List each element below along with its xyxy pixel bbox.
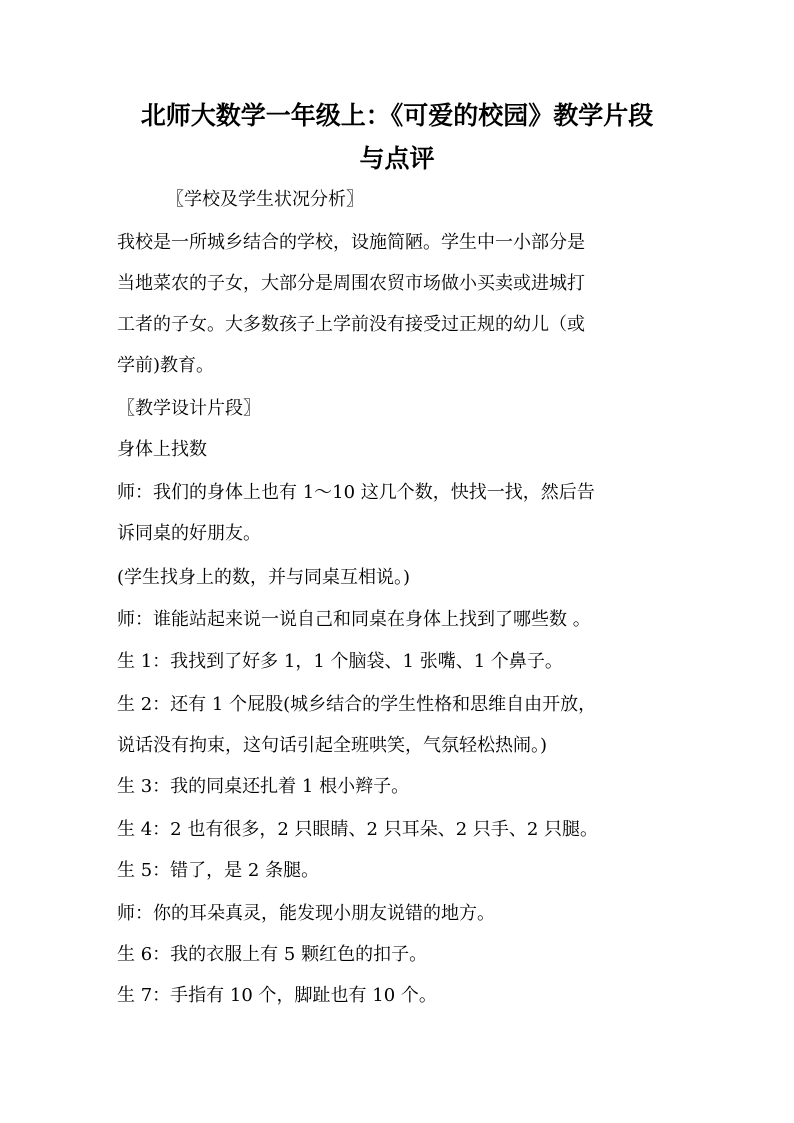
dialogue-line: 生 6：我的衣服上有 5 颗红色的扣子。 xyxy=(117,944,428,965)
dialogue-line: (学生找身上的数，并与同桌互相说。) xyxy=(117,567,411,588)
paragraph-line: 工者的子女。大多数孩子上学前没有接受过正规的幼儿（或 xyxy=(117,314,585,335)
dialogue-line: 生 4：2 也有很多，2 只眼睛、2 只耳朵、2 只手、2 只腿。 xyxy=(117,819,599,840)
dialogue-line: 生 2：还有 1 个屁股(城乡结合的学生性格和思维自由开放， xyxy=(117,694,597,715)
dialogue-line: 说话没有拘束，这句话引起全班哄笑，气氛轻松热闹。) xyxy=(117,735,548,756)
subheading-find-numbers: 身体上找数 xyxy=(117,439,207,460)
document-title-continued: 与点评 xyxy=(359,144,435,173)
dialogue-line: 诉同桌的好朋友。 xyxy=(117,523,261,544)
dialogue-line: 师：你的耳朵真灵，能发现小朋友说错的地方。 xyxy=(117,903,495,924)
dialogue-line: 生 1：我找到了好多 1，1 个脑袋、1 张嘴、1 个鼻子。 xyxy=(117,651,563,672)
section-heading-school-analysis: 〖学校及学生状况分析〗 xyxy=(166,189,364,210)
section-heading-teaching-design: 〖教学设计片段〗 xyxy=(117,398,261,419)
paragraph-line: 学前)教育。 xyxy=(117,355,215,376)
dialogue-line: 生 5：错了，是 2 条腿。 xyxy=(117,860,320,881)
dialogue-line: 生 3：我的同桌还扎着 1 根小辫子。 xyxy=(117,776,410,797)
dialogue-line: 师：谁能站起来说一说自己和同桌在身体上找到了哪些数 。 xyxy=(117,609,591,630)
dialogue-line: 生 7：手指有 10 个，脚趾也有 10 个。 xyxy=(117,985,437,1006)
paragraph-line: 当地菜农的子女，大部分是周围农贸市场做小买卖或进城打 xyxy=(117,273,585,294)
dialogue-line: 师：我们的身体上也有 1～10 这几个数，快找一找，然后告 xyxy=(117,482,595,503)
document-title: 北师大数学一年级上：《可爱的校园》教学片段 xyxy=(140,101,654,130)
paragraph-line: 我校是一所城乡结合的学校，设施简陋。学生中一小部分是 xyxy=(117,232,585,253)
